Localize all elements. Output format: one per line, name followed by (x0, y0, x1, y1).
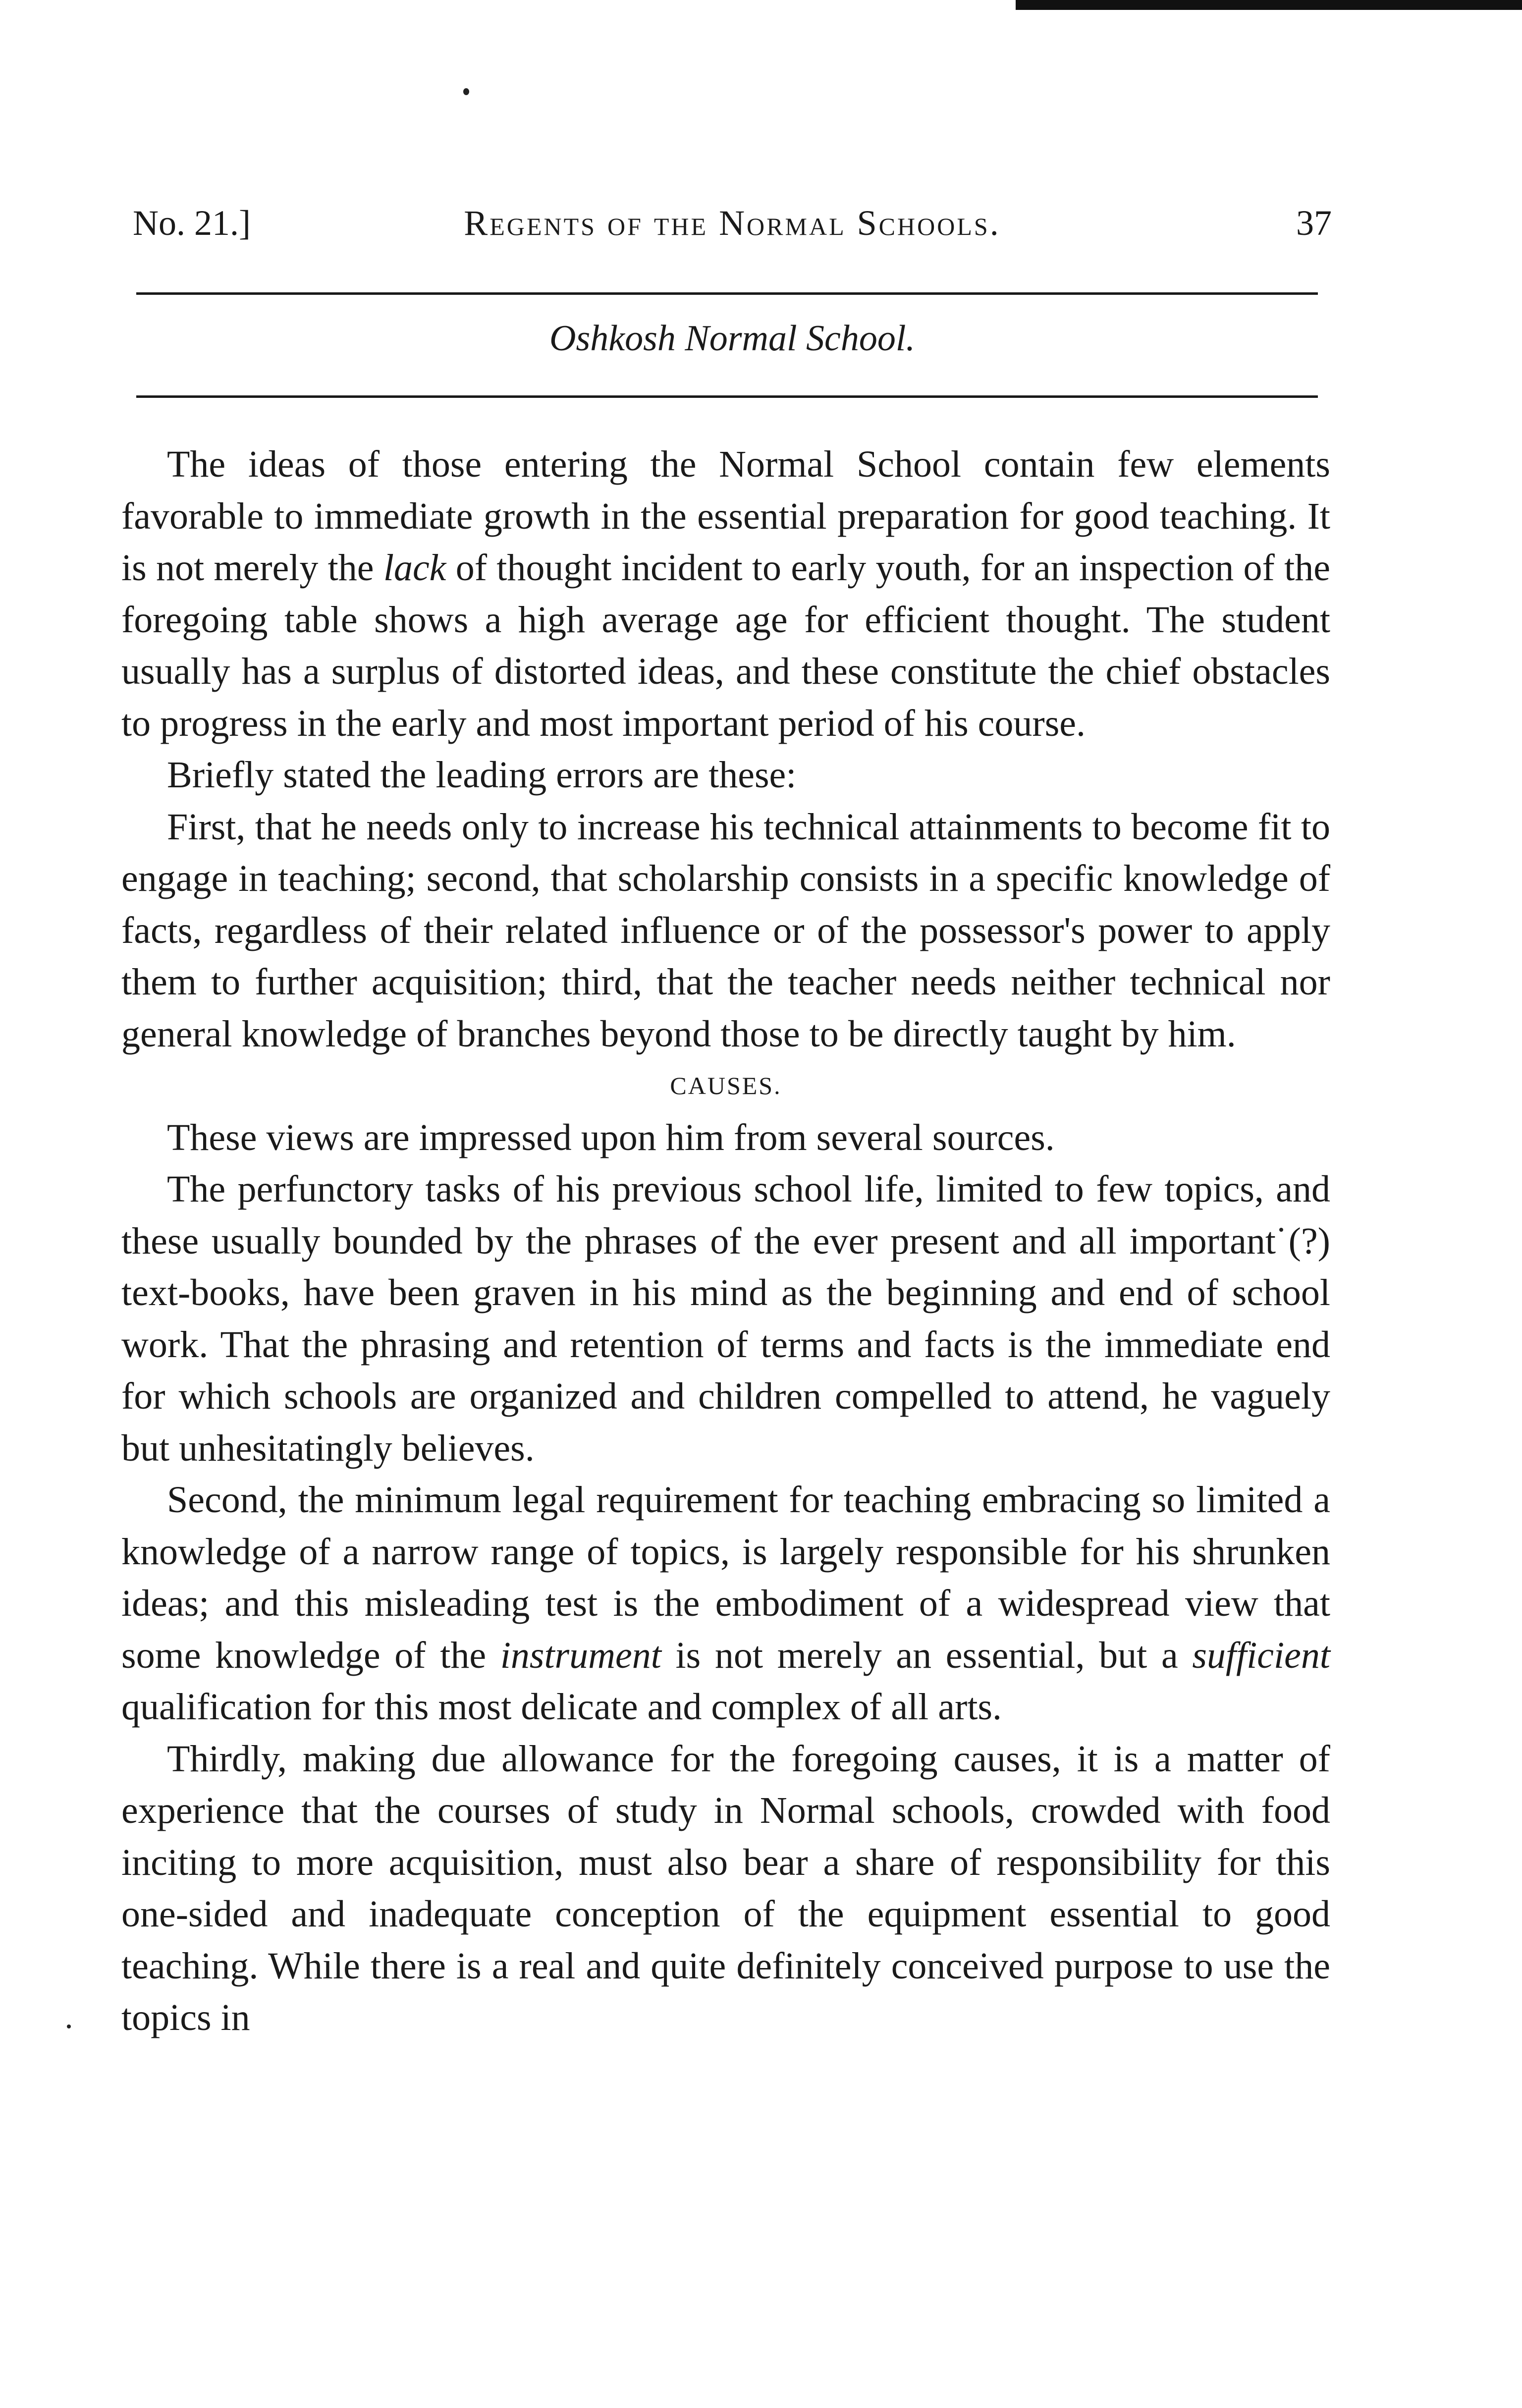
header-rule-bottom (136, 395, 1318, 398)
header-rule-top (136, 292, 1318, 295)
paragraph: The perfunctory tasks of his previous school life, limited to few topics, and these usually bounded by the phrases of the ever present and all important (?) text-books, have been graven in his mind as the beginning and end of school work. That the phrasing and retention of terms and facts is the immediate end for which schools are organized and children compelled to attend, he vaguely but unhesitatingly believes. (121, 1168, 1330, 1469)
page-number: 37 (1296, 203, 1332, 243)
section-title: Oshkosh Normal School. (549, 318, 915, 359)
paragraph: These views are impressed upon him from several sources. (167, 1116, 1055, 1158)
emphasis: lack (383, 547, 446, 589)
paragraph: The ideas of those entering the Normal School contain few elements favorable to immediate growth in the essential preparation for good teaching. It is not merely the lack of thought incident to early youth, for an inspection of the foregoing table shows a high average age for efficient thought. The student usually has a surplus of distorted ideas, and these constitute the chief obstacles to progress in the early and most important period of his course. (121, 443, 1330, 744)
ink-speck (67, 2025, 71, 2028)
paragraph: Second, the minimum legal requirement for teaching embracing so limited a knowledge of a narrow range of topics, is largely responsible for his shrunken ideas; and this misleading test is the embodiment of a widespread view that some knowledge of the instrument is not merely an essential, but a sufficient qualification for this most delicate and complex of all arts. (121, 1479, 1330, 1728)
body-text (121, 438, 1330, 2044)
emphasis: sufficient (1192, 1634, 1330, 1676)
paragraph: Briefly stated the leading errors are these: (167, 754, 797, 796)
paragraph: Thirdly, making due allowance for the foregoing causes, it is a matter of experience that the courses of study in Normal schools, crowded with food inciting to more acquisition, must also bear a share of responsibility for this one-sided and inadequate conception of the equipment essential to good teaching. While there is a real and quite definitely conceived purpose to use the topics in (121, 1738, 1330, 2038)
paragraph: First, that he needs only to increase his technical attainments to become fit to engage in teaching; second, that scholarship consists in a specific knowledge of facts, regardless of their related influence or of the possessor's power to apply them to further acquisition; third, that the teacher needs neither technical nor general knowledge of branches beyond those to be directly taught by him. (121, 806, 1330, 1055)
running-title: Regents of the Normal Schools. (464, 203, 1001, 243)
subheading-causes: CAUSES. (670, 1072, 782, 1099)
emphasis: instrument (500, 1634, 661, 1676)
running-header (133, 196, 1332, 250)
document-number: No. 21.] (133, 203, 251, 243)
top-edge-rule (1016, 0, 1522, 10)
ink-speck (463, 88, 469, 95)
